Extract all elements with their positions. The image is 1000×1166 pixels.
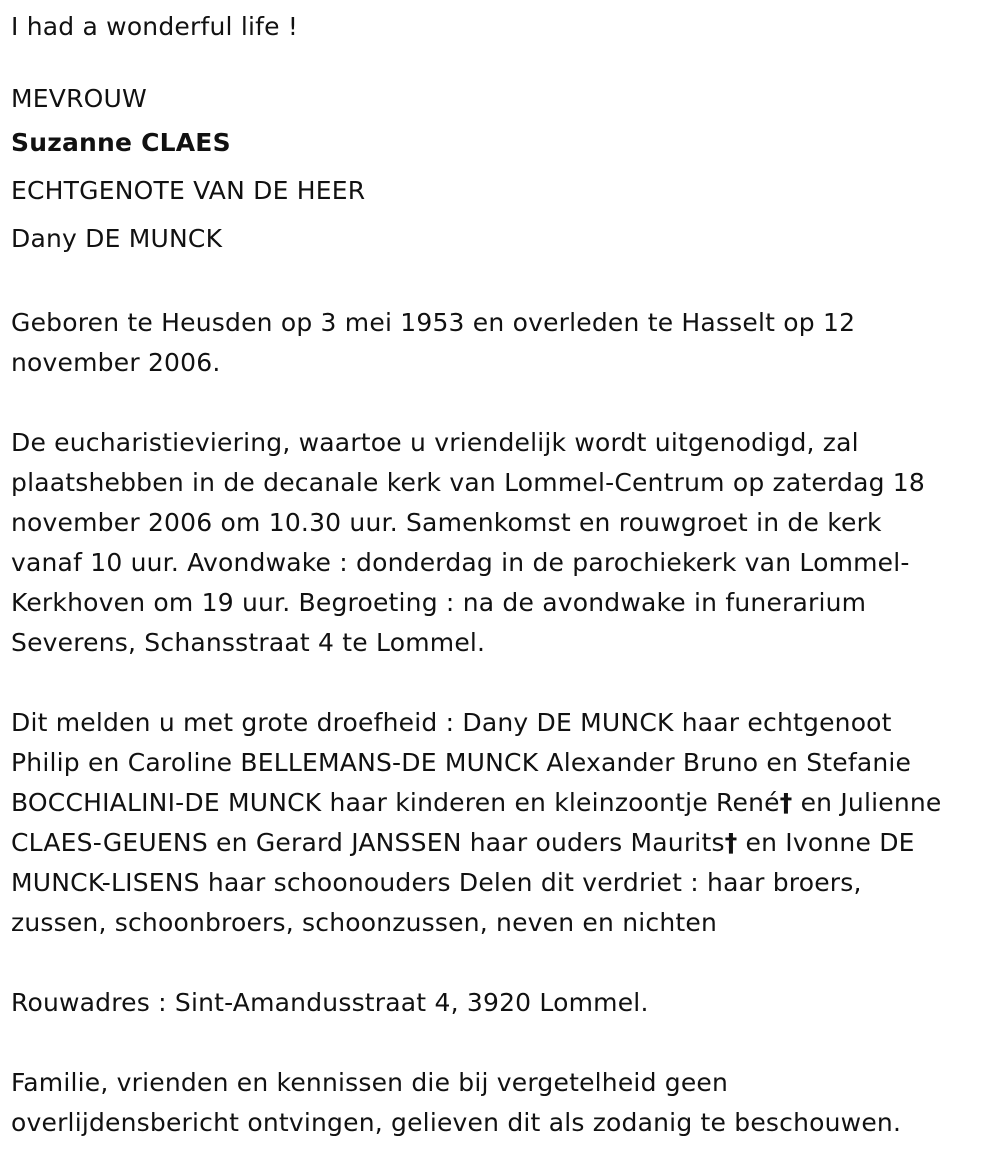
spacer [11,47,991,79]
family-text: en Julienne [792,788,942,817]
birth-death-paragraph [11,303,991,383]
family-text: CLAES-GEUENS en Gerard JANSSEN haar ouders Maurits [11,828,725,857]
mourning-address: Rouwadres : Sint-Amandusstraat 4, 3920 Lommel. [11,988,649,1017]
dagger-icon: † [724,828,738,857]
closing-line: Familie, vrienden en kennissen die bij vergetelheid geen [11,1068,729,1097]
family-line: zussen, schoonbroers, schoonzussen, neven en nichten [11,908,718,937]
birth-death-line: november 2006. [11,348,221,377]
title: MEVROUW [11,84,147,113]
spacer [11,1023,991,1063]
obituary-notice [11,7,991,1143]
family-line: Philip en Caroline BELLEMANS-DE MUNCK Alexander Bruno en Stefanie [11,748,912,777]
closing-line: overlijdensbericht ontvingen, gelieven dit als zodanig te beschouwen. [11,1108,902,1137]
ceremony-line: Kerkhoven om 19 uur. Begroeting : na de avondwake in funerarium [11,588,867,617]
dagger-icon: † [779,788,793,817]
deceased-name-text: Suzanne CLAES [11,128,231,157]
motto: I had a wonderful life ! [11,12,299,41]
spacer [11,943,991,983]
deceased-name [11,119,991,167]
spouse-name: Dany DE MUNCK [11,224,223,253]
birth-death-line: Geboren te Heusden op 3 mei 1953 en overleden te Hasselt op 12 [11,308,856,337]
relation: ECHTGENOTE VAN DE HEER [11,176,366,205]
family-line [11,823,991,863]
family-text: BOCCHIALINI-DE MUNCK haar kinderen en kleinzoontje René [11,788,780,817]
spacer [11,263,991,303]
ceremony-line: plaatshebben in de decanale kerk van Lommel-Centrum op zaterdag 18 [11,468,926,497]
family-text: en Ivonne DE [737,828,915,857]
family-paragraph [11,703,991,943]
spacer [11,383,991,423]
ceremony-line: Severens, Schansstraat 4 te Lommel. [11,628,486,657]
ceremony-line: vanaf 10 uur. Avondwake : donderdag in de parochiekerk van Lommel- [11,548,910,577]
ceremony-line: november 2006 om 10.30 uur. Samenkomst en rouwgroet in de kerk [11,508,882,537]
closing-paragraph [11,1063,991,1143]
family-line [11,783,991,823]
spacer [11,663,991,703]
ceremony-paragraph [11,423,991,663]
ceremony-line: De eucharistieviering, waartoe u vriendelijk wordt uitgenodigd, zal [11,428,859,457]
family-line: MUNCK-LISENS haar schoonouders Delen dit verdriet : haar broers, [11,868,862,897]
family-line: Dit melden u met grote droefheid : Dany DE MUNCK haar echtgenoot [11,708,892,737]
